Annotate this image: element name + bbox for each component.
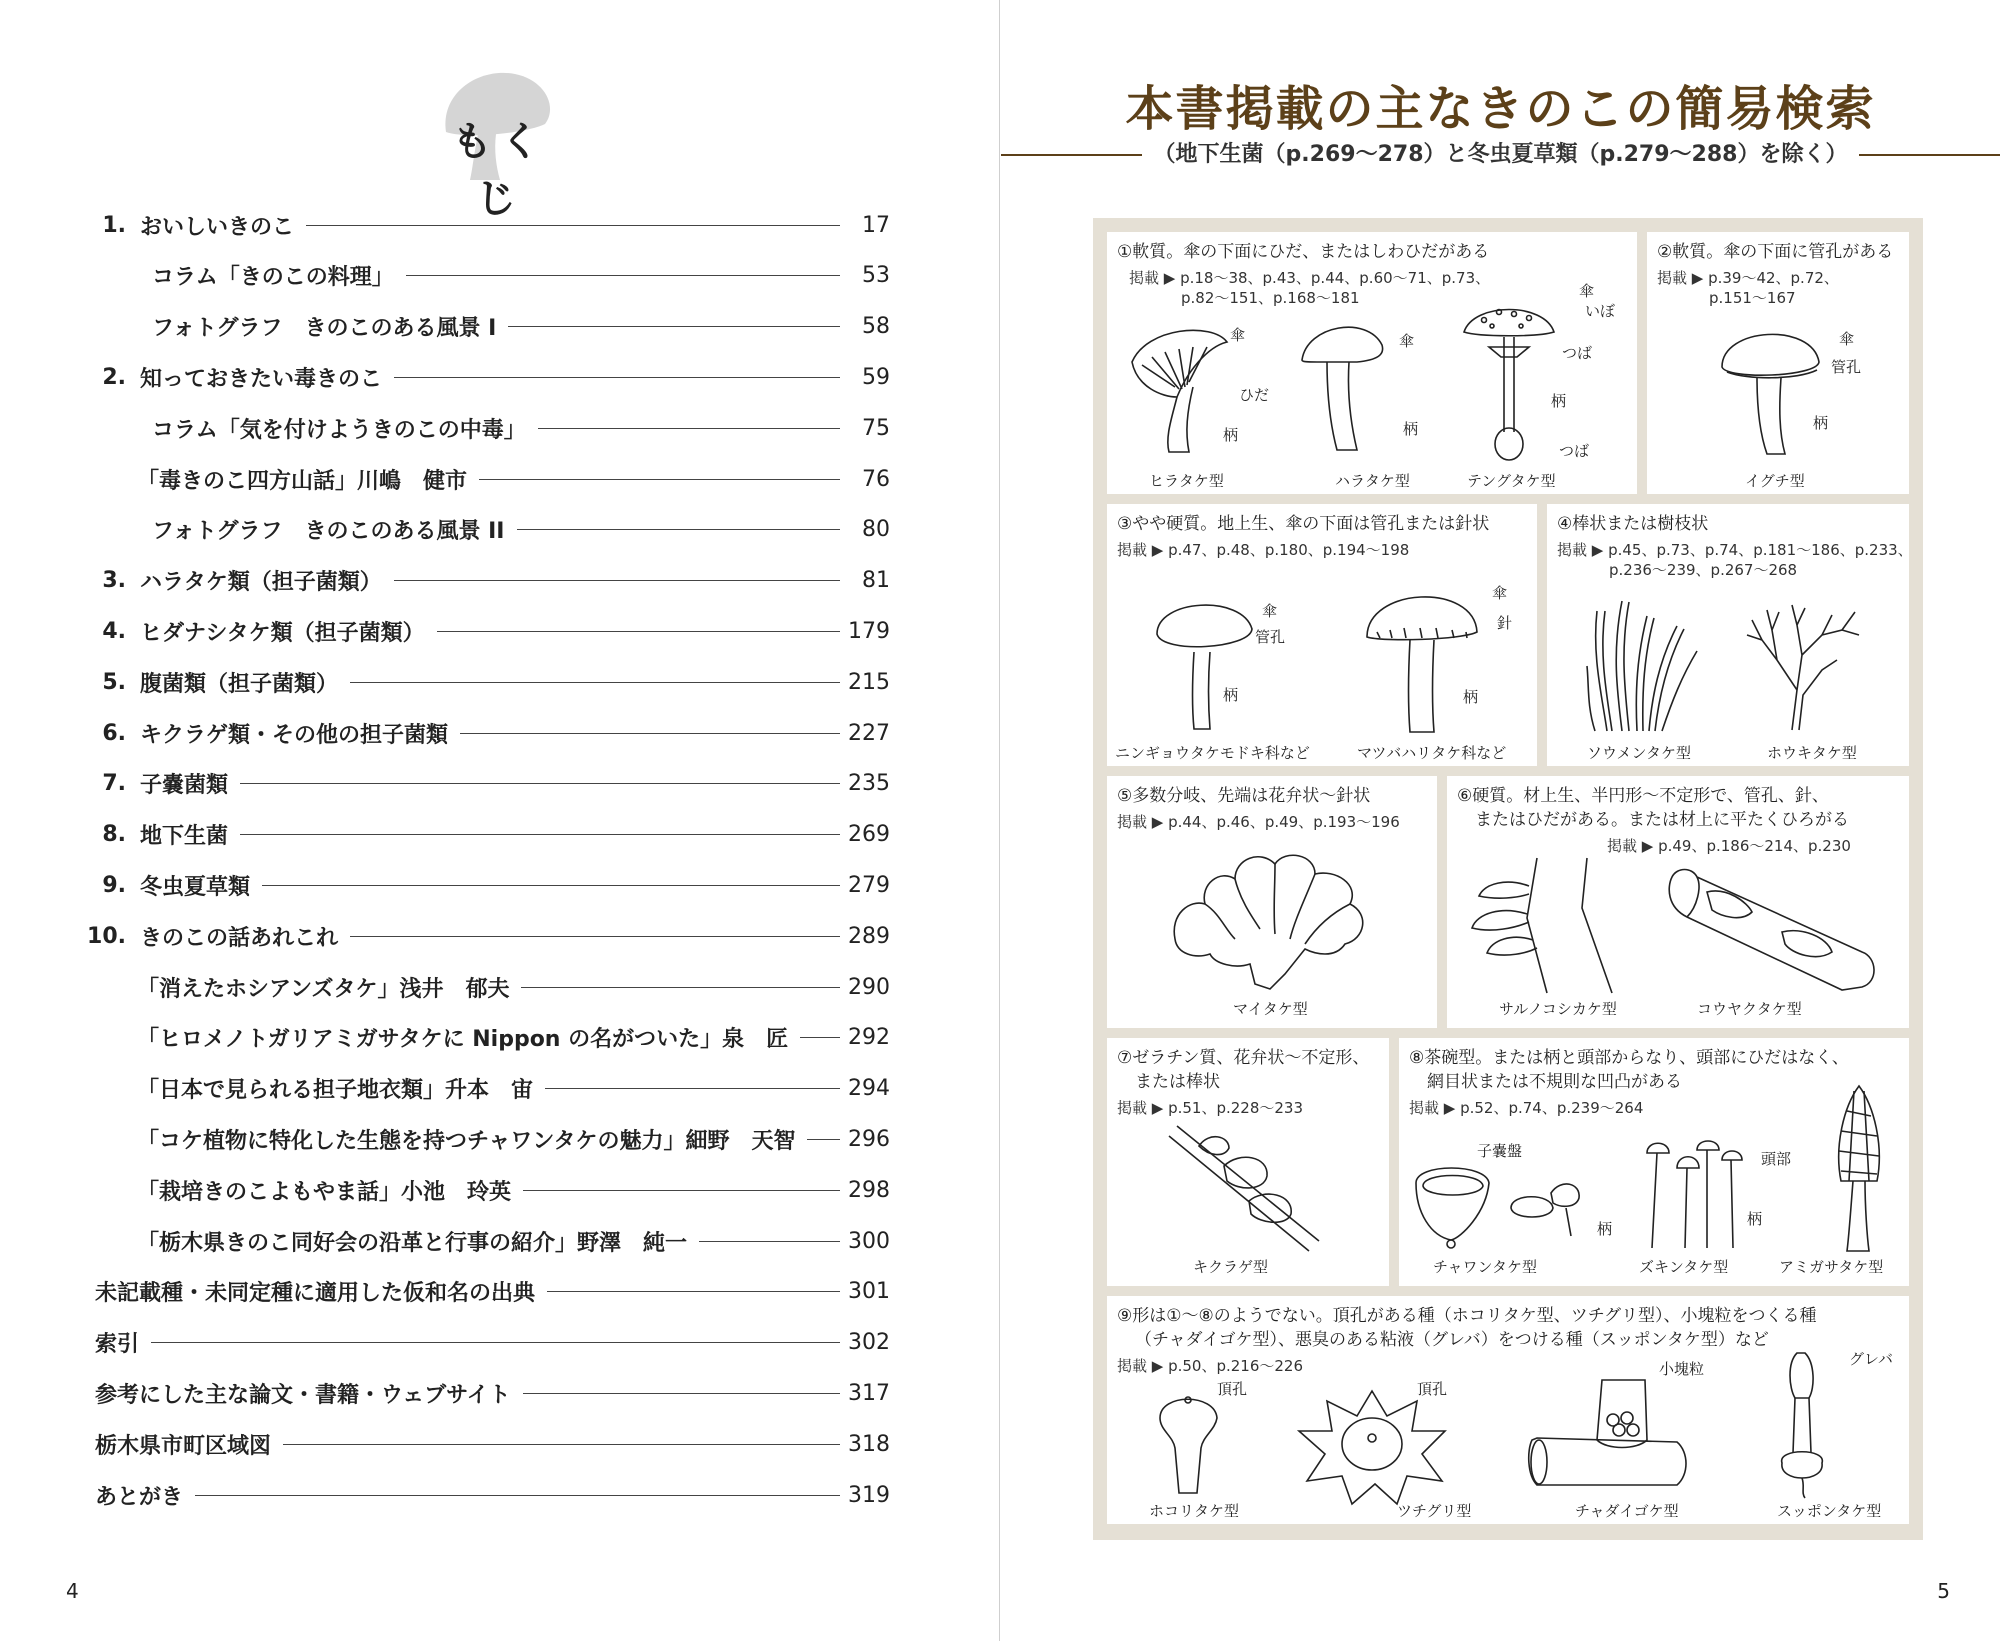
kikurage-illustration-icon: [1169, 1126, 1319, 1256]
panel-7-heading-2: または棒状: [1135, 1072, 1220, 1092]
sarunokoshikake-illustration-icon: [1467, 858, 1627, 998]
caption-zukintake: ズキンタケ型: [1639, 1258, 1729, 1276]
toc-entry: [0, 1323, 1000, 1363]
toc-entry-label: きのこの話あれこれ: [140, 921, 350, 952]
toc-entry-label: フォトグラフ きのこのある風景 II: [152, 514, 517, 545]
label-e-1: 柄: [1223, 426, 1239, 444]
panel-6-heading-2: またはひだがある。または材上に平たくひろがる: [1475, 810, 1849, 830]
panel-9-gasteroid: [1107, 1296, 1909, 1524]
toc-title: もくじ: [452, 119, 548, 222]
caption-amigasatake: アミガサタケ型: [1779, 1258, 1884, 1276]
toc-leader-line: [508, 326, 840, 327]
label-e: 柄: [1813, 414, 1829, 432]
label-e-4: 柄: [1223, 686, 1239, 704]
label-choko-2: 頂孔: [1417, 1380, 1448, 1398]
caption-haratake: ハラタケ型: [1335, 472, 1410, 490]
toc-entry: [0, 1170, 1000, 1210]
toc-entry-label: キクラゲ類・その他の担子菌類: [140, 718, 460, 749]
hokoritake-illustration-icon: [1155, 1388, 1225, 1498]
panel-8-heading-1: ⑧茶碗型。または柄と頭部からなり、頭部にひだはなく、: [1409, 1048, 1849, 1068]
toc-entry-label: フォトグラフ きのこのある風景 I: [152, 311, 508, 342]
toc-leader-line: [350, 682, 840, 683]
toc-entry-label: 栃木県市町区域図: [95, 1429, 283, 1460]
toc-entry-page: 58: [862, 314, 890, 340]
toc-entry-label: 「栽培きのこよもやま話」小池 玲英: [137, 1175, 523, 1206]
toc-entry-label: 「栃木県きのこ同好会の沿革と行事の紹介」野澤 純一: [137, 1226, 699, 1257]
toc-entry-page: 290: [848, 974, 890, 1000]
toc-entry-page: 17: [862, 212, 890, 238]
panel-3-heading: ③やや硬質。地上生、傘の下面は管孔または針状: [1117, 514, 1490, 534]
toc-entry-page: 279: [848, 872, 890, 898]
panel-2-ref-line-2: p.151～167: [1709, 289, 1796, 307]
toc-leader-line: [523, 1393, 840, 1394]
toc-entry: [0, 815, 1000, 855]
toc-entry-label: 「毒きのこ四方山話」川嶋 健市: [137, 464, 479, 495]
tsuchiguri-illustration-icon: [1297, 1386, 1447, 1506]
label-hida: ひだ: [1239, 386, 1270, 404]
panel-7-jelly: [1107, 1038, 1389, 1286]
zukintake-illustration-icon: [1637, 1138, 1757, 1253]
toc-entry-label: 腹菌類（担子菌類）: [140, 667, 350, 698]
toc-entry-label: おいしいきのこ: [140, 210, 306, 241]
haratake-illustration-icon: [1297, 320, 1387, 460]
panel-1-gilled: [1107, 232, 1637, 494]
toc-entry-number: 1.: [102, 212, 126, 238]
toc-entry: [0, 510, 1000, 550]
label-kasa-4: 傘: [1262, 602, 1278, 620]
toc-leader-line: [437, 631, 840, 632]
caption-chadaigoke: チャダイゴケ型: [1575, 1502, 1679, 1520]
label-kasa-1: 傘: [1230, 326, 1246, 344]
panel-2-ref-line-1: 掲載 ▶ p.39～42、p.72、: [1657, 269, 1839, 287]
toc-leader-line: [240, 783, 840, 784]
toc-entry-page: 76: [862, 466, 890, 492]
panel-1-ref-line-2: p.82～151、p.168～181: [1181, 289, 1360, 307]
panel-7-heading-1: ⑦ゼラチン質、花弁状～不定形、: [1117, 1048, 1370, 1068]
label-kasa: 傘: [1839, 330, 1855, 348]
chadaigoke-illustration-icon: [1527, 1370, 1697, 1495]
toc-entry-page: 289: [848, 923, 890, 949]
label-e-3: 柄: [1551, 392, 1567, 410]
panel-8-cup: [1399, 1038, 1909, 1286]
toc-entry-number: 4.: [102, 618, 126, 644]
panel-8-heading-2: 網目状または不規則な凹凸がある: [1427, 1072, 1682, 1092]
toc-leader-line: [460, 733, 840, 734]
toc-entry: [0, 561, 1000, 601]
chawantake-illustration-icon: [1411, 1158, 1601, 1258]
toc-entry-label: 「日本で見られる担子地衣類」升本 宙: [137, 1073, 545, 1104]
caption-hiratake: ヒラタケ型: [1149, 472, 1224, 490]
toc-entry-page: 227: [848, 720, 890, 746]
label-e-5: 柄: [1463, 688, 1479, 706]
toc-leader-line: [394, 377, 840, 378]
toc-leader-line: [521, 987, 840, 988]
kouyakutake-illustration-icon: [1667, 862, 1887, 992]
toc-entry-label: コラム「きのこの料理」: [152, 260, 406, 291]
toc-entry-label: ハラタケ類（担子菌類）: [140, 565, 394, 596]
label-shokairyu: 小塊粒: [1659, 1360, 1705, 1378]
toc-leader-line: [195, 1495, 840, 1496]
toc-leader-line: [517, 529, 841, 530]
ningyotakemodoki-illustration-icon: [1152, 594, 1257, 734]
toc-leader-line: [151, 1342, 840, 1343]
label-e-7: 柄: [1747, 1210, 1763, 1228]
panel-4-heading: ④棒状または樹枝状: [1557, 514, 1709, 534]
panel-4-coral: [1547, 504, 1913, 766]
matsubaharitake-illustration-icon: [1362, 582, 1482, 737]
toc-entry-label: 「消えたホシアンズタケ」浅井 郁夫: [137, 972, 521, 1003]
toc-entry-page: 81: [862, 568, 890, 594]
toc-leader-line: [306, 225, 840, 226]
caption-maitake: マイタケ型: [1233, 1000, 1308, 1018]
toc-entry-page: 235: [848, 771, 890, 797]
toc-leader-line: [283, 1444, 840, 1445]
panel-1-heading: ①軟質。傘の下面にひだ、またはしわひだがある: [1117, 242, 1490, 262]
toc-entry: [0, 764, 1000, 804]
toc-entry-page: 301: [848, 1279, 890, 1305]
toc-leader-line: [523, 1190, 840, 1191]
toc-entry: [0, 713, 1000, 753]
label-gleba: グレバ: [1849, 1350, 1893, 1368]
toc-heading: [430, 62, 570, 222]
toc-entry-number: 8.: [102, 822, 126, 848]
toc-entry: [0, 307, 1000, 347]
toc-entry-page: 298: [848, 1177, 890, 1203]
label-kasa-2: 傘: [1399, 332, 1415, 350]
caption-sarunokoshikake: サルノコシカケ型: [1499, 1000, 1617, 1018]
caption-hokoritake: ホコリタケ型: [1149, 1502, 1240, 1520]
panel-6-ref-line-1: 掲載 ▶ p.49、p.186～214、p.230: [1607, 837, 1851, 855]
iguchi-illustration-icon: [1717, 322, 1827, 462]
toc-entry-number: 2.: [102, 364, 126, 390]
maitake-illustration-icon: [1165, 844, 1375, 994]
toc-leader-line: [262, 885, 840, 886]
panel-6-heading-1: ⑥硬質。材上生、半円形～不定形で、管孔、針、: [1457, 786, 1829, 806]
caption-kikurage: キクラゲ型: [1193, 1258, 1269, 1276]
caption-tengutake: テングタケ型: [1467, 472, 1556, 490]
panel-9-heading-2: （チャダイゴケ型）、悪臭のある粘液（グレバ）をつける種（スッポンタケ型）など: [1135, 1330, 1769, 1350]
toc-entry: [0, 865, 1000, 905]
toc-entry-page: 302: [848, 1330, 890, 1356]
page-number-left: 4: [66, 1579, 79, 1603]
panel-5-branched: [1107, 776, 1437, 1028]
toc-entry-page: 215: [848, 669, 890, 695]
panel-5-ref-line-1: 掲載 ▶ p.44、p.46、p.49、p.193～196: [1117, 813, 1400, 831]
panel-3-ref-line-1: 掲載 ▶ p.47、p.48、p.180、p.194～198: [1117, 541, 1410, 559]
toc-entry-page: 179: [848, 618, 890, 644]
toc-entry-page: 317: [848, 1380, 890, 1406]
toc-entry: [0, 1373, 1000, 1413]
caption-matsubaharitake: マツバハリタケ科など: [1357, 744, 1507, 762]
panel-1-ref-line-1: 掲載 ▶ p.18～38、p.43、p.44、p.60～71、p.73、: [1129, 269, 1491, 287]
toc-entry-number: 9.: [102, 872, 126, 898]
toc-entry-page: 294: [848, 1076, 890, 1102]
label-tsuba-1: つば: [1562, 344, 1593, 362]
toc-entry-page: 59: [862, 364, 890, 390]
page-number-right: 5: [1937, 1579, 1950, 1603]
guide-subtitle-row: [1001, 135, 2000, 175]
amigasatake-illustration-icon: [1829, 1086, 1889, 1256]
toc-entry-page: 53: [862, 263, 890, 289]
toc-entry: [0, 256, 1000, 296]
toc-entry-label: 地下生菌: [140, 819, 240, 850]
toc-entry-number: 6.: [102, 720, 126, 746]
panel-4-ref-line-1: 掲載 ▶ p.45、p.73、p.74、p.181～186、p.233、: [1557, 541, 1913, 559]
label-kasa-3: 傘: [1579, 282, 1595, 300]
suppontake-illustration-icon: [1767, 1348, 1857, 1498]
toc-leader-line: [545, 1088, 840, 1089]
toc-entry-label: 子嚢菌類: [140, 768, 240, 799]
caption-houkitake: ホウキタケ型: [1767, 744, 1857, 762]
toc-entry: [0, 357, 1000, 397]
label-tsuba-2: つば: [1559, 442, 1590, 460]
panel-7-ref-line-1: 掲載 ▶ p.51、p.228～233: [1117, 1099, 1303, 1117]
toc-leader-line: [699, 1241, 840, 1242]
panel-8-ref-line-1: 掲載 ▶ p.52、p.74、p.239～264: [1409, 1099, 1644, 1117]
toc-entry: [0, 408, 1000, 448]
toc-entry-page: 75: [862, 415, 890, 441]
soumentake-illustration-icon: [1587, 596, 1707, 736]
toc-entry-label: 冬虫夏草類: [140, 870, 262, 901]
toc-entry-number: 7.: [102, 771, 126, 797]
label-ibo: いぼ: [1585, 302, 1616, 320]
caption-suppontake: スッポンタケ型: [1777, 1502, 1882, 1520]
toc-entry: [0, 205, 1000, 245]
toc-leader-line: [406, 275, 840, 276]
label-kanko-2: 管孔: [1255, 628, 1286, 646]
caption-ningyotake: ニンギョウタケモドキ科など: [1115, 744, 1310, 762]
toc-entry-label: 「ヒロメノトガリアミガサタケに Nippon の名がついた」泉 匠: [137, 1022, 800, 1053]
toc-entry-label: 参考にした主な論文・書籍・ウェブサイト: [95, 1378, 523, 1409]
toc-entry-number: 10.: [87, 923, 126, 949]
toc-entry-page: 318: [848, 1431, 890, 1457]
toc-entry: [0, 662, 1000, 702]
guide-title: 本書掲載の主なきのこの簡易検索: [1125, 81, 1876, 137]
label-hari: 針: [1497, 614, 1513, 632]
toc-entry: [0, 967, 1000, 1007]
houkitake-illustration-icon: [1737, 600, 1867, 735]
toc-leader-line: [538, 428, 840, 429]
label-kasa-5: 傘: [1492, 584, 1508, 602]
toc-entry-label: 索引: [95, 1327, 151, 1358]
toc-leader-line: [547, 1291, 840, 1292]
toc-entry-page: 319: [848, 1482, 890, 1508]
caption-iguchi: イグチ型: [1745, 472, 1805, 490]
panel-9-heading-1: ⑨形は①～⑧のようでない。頂孔がある種（ホコリタケ型、ツチグリ型）、小塊粒をつくる種: [1117, 1306, 1817, 1326]
panel-5-heading: ⑤多数分岐、先端は花弁状～針状: [1117, 786, 1371, 806]
right-page: [1001, 0, 2000, 1641]
guide-frame: [1093, 218, 1923, 1540]
hiratake-illustration-icon: [1127, 327, 1237, 457]
toc-entry: [0, 1475, 1000, 1515]
toc-entry-page: 80: [862, 517, 890, 543]
toc-entry: [0, 459, 1000, 499]
panel-9-ref-line-1: 掲載 ▶ p.50、p.216～226: [1117, 1357, 1303, 1375]
toc-entry-page: 269: [848, 822, 890, 848]
toc-leader-line: [394, 580, 840, 581]
label-e-6: 柄: [1597, 1220, 1613, 1238]
tengutake-illustration-icon: [1459, 302, 1559, 467]
toc-entry-label: 「コケ植物に特化した生態を持つチャワンタケの魅力」細野 天智: [137, 1124, 807, 1155]
toc-leader-line: [479, 479, 840, 480]
panel-6-polypore: [1447, 776, 1909, 1028]
panel-3-semihard: [1107, 504, 1537, 766]
toc-entry: [0, 1272, 1000, 1312]
toc-entry-number: 3.: [102, 568, 126, 594]
panel-4-ref-line-2: p.236～239、p.267～268: [1609, 561, 1798, 579]
label-kanko: 管孔: [1831, 358, 1862, 376]
toc-entry: [0, 1018, 1000, 1058]
label-tobu: 頭部: [1761, 1150, 1792, 1168]
panel-2-bolete: [1647, 232, 1909, 494]
toc-leader-line: [240, 834, 840, 835]
toc-entry-page: 296: [848, 1126, 890, 1152]
label-e-2: 柄: [1403, 420, 1419, 438]
toc-entry-number: 5.: [102, 669, 126, 695]
caption-kouyakutake: コウヤクタケ型: [1697, 1000, 1802, 1018]
label-shinoban: 子嚢盤: [1477, 1142, 1523, 1160]
caption-chawantake: チャワンタケ型: [1433, 1258, 1537, 1276]
panel-2-heading: ②軟質。傘の下面に管孔がある: [1657, 242, 1894, 262]
toc-entry-label: ヒダナシタケ類（担子菌類）: [140, 616, 437, 647]
toc-entry: [0, 611, 1000, 651]
toc-entry-label: コラム「気を付けようきのこの中毒」: [152, 413, 538, 444]
toc-entry-label: 未記載種・未同定種に適用した仮和名の出典: [95, 1276, 547, 1307]
toc-entry-label: 知っておきたい毒きのこ: [140, 362, 394, 393]
caption-soumentake: ソウメンタケ型: [1587, 744, 1691, 762]
toc-entry: [0, 916, 1000, 956]
toc-leader-line: [350, 936, 840, 937]
caption-tsuchiguri: ツチグリ型: [1397, 1502, 1472, 1520]
toc-entry: [0, 1221, 1000, 1261]
guide-subtitle: （地下生菌（p.269～278）と冬虫夏草類（p.279～288）を除く）: [1142, 142, 1860, 167]
toc-entry-page: 300: [848, 1228, 890, 1254]
toc-entry: [0, 1119, 1000, 1159]
toc-entry-label: あとがき: [95, 1480, 195, 1511]
toc-entry: [0, 1069, 1000, 1109]
label-choko-1: 頂孔: [1217, 1380, 1248, 1398]
toc-entry: [0, 1424, 1000, 1464]
toc-entry-page: 292: [848, 1025, 890, 1051]
